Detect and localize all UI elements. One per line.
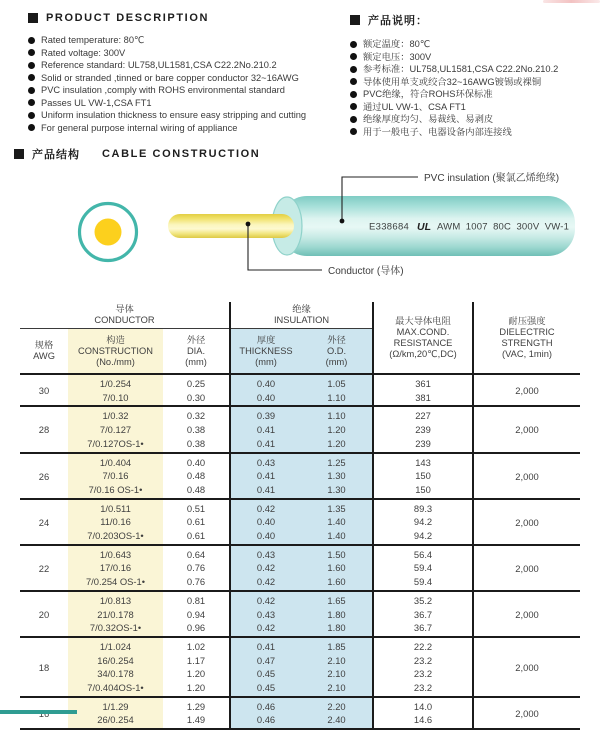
cell-line: 1.10	[327, 391, 346, 403]
cell-line: 1.40	[327, 516, 346, 528]
product-description-section-zh	[350, 12, 603, 138]
awg-cell: 22	[38, 562, 50, 574]
cell-line: 1.20	[327, 424, 346, 436]
cell-line: 0.42	[256, 594, 276, 606]
table-row	[20, 637, 580, 697]
cell-line: 94.2	[413, 516, 433, 528]
bullet-icon	[28, 87, 35, 94]
dia-column-header	[163, 329, 230, 375]
construction-column-header	[68, 329, 163, 375]
list-item-text: 额定电压：300V	[363, 51, 432, 62]
dia-cell	[163, 406, 230, 452]
cell-line: 1/0.254	[99, 378, 132, 389]
cell-line: 17/0.16	[99, 562, 132, 574]
cell-line: 1/1.024	[99, 640, 132, 652]
product-description-header-en	[28, 12, 350, 24]
list-item	[28, 109, 350, 122]
list-item	[28, 34, 350, 47]
thickness-cell	[230, 697, 301, 729]
cell-line: 1.40	[327, 530, 346, 542]
construction-cell	[68, 697, 163, 729]
thickness-cell	[230, 637, 301, 697]
awg-cell: 28	[38, 424, 50, 436]
cell-line: 89.3	[413, 502, 433, 514]
cell-line: 7/0.254 OS-1•	[85, 576, 146, 588]
cell-line: 21/0.178	[97, 608, 134, 620]
cell-line: 0.81	[186, 594, 206, 606]
construction-cell	[68, 406, 163, 452]
dia-cell	[163, 545, 230, 591]
cell-line: 0.41	[256, 470, 276, 482]
cell-line: 34/0.178	[97, 668, 134, 680]
thickness-cell	[230, 499, 301, 545]
cell-line: 0.42	[256, 622, 276, 634]
cell-line: 1.10	[327, 410, 346, 422]
cell-line: 0.46	[256, 714, 276, 726]
awg-cell: 18	[38, 661, 50, 673]
construction-header-en: CONSTRUCTION	[78, 345, 153, 356]
cell-line: 0.40	[186, 456, 206, 468]
dielectric-cell: 2,000	[473, 499, 580, 545]
cell-line: 0.25	[186, 378, 206, 389]
cell-line: 0.41	[256, 483, 276, 495]
awg-header-zh: 规格	[34, 340, 54, 350]
cell-line: 7/0.32OS-1•	[89, 622, 142, 634]
cable-print-e-number: E338684	[369, 221, 410, 233]
resistance-cell	[373, 591, 473, 637]
list-item-text: 参考标准：UL758,UL1581,CSA C22.2No.210.2	[363, 64, 559, 75]
list-item-text: Uniform insulation thickness to ensure easy stripping and cutting	[41, 110, 307, 121]
dielectric-header-zh: 耐压强度	[508, 315, 546, 326]
bullet-icon	[350, 103, 357, 110]
cell-line: 0.40	[256, 530, 276, 542]
thickness-header-zh: 厚度	[256, 334, 276, 345]
cell-line: 7/0.203OS-1•	[87, 530, 144, 542]
resistance-cell	[373, 453, 473, 499]
cell-line: 1/0.32	[102, 410, 129, 422]
cable-construction-diagram	[0, 158, 603, 303]
bullet-icon	[28, 74, 35, 81]
list-item	[350, 113, 603, 126]
cell-line: 0.41	[256, 437, 276, 449]
construction-header-zh: 构造	[106, 334, 125, 345]
cell-line: 381	[415, 391, 431, 403]
cell-line: 94.2	[413, 530, 433, 542]
cell-line: 2.20	[327, 700, 346, 712]
cell-line: 7/0.10	[102, 391, 129, 403]
thickness-cell	[230, 545, 301, 591]
cell-line: 0.40	[256, 516, 276, 528]
od-column-header	[301, 329, 373, 375]
list-item-text: For general purpose internal wiring of appliance	[41, 122, 238, 133]
resistance-cell	[373, 499, 473, 545]
cell-line: 0.42	[256, 576, 276, 588]
dia-cell	[163, 374, 230, 406]
od-cell	[301, 374, 373, 406]
dielectric-column-header	[473, 302, 580, 374]
list-item	[28, 122, 350, 135]
list-item-text: Rated temperature: 80℃	[41, 35, 145, 45]
cell-line: 7/0.404OS-1•	[87, 682, 144, 694]
dia-cell	[163, 499, 230, 545]
list-item	[28, 47, 350, 60]
od-header-en: O.D.	[326, 345, 347, 356]
dia-cell	[163, 591, 230, 637]
bullet-icon	[350, 66, 357, 73]
black-square-icon	[350, 15, 360, 25]
dielectric-cell: 2,000	[473, 697, 580, 729]
cell-line: 1.65	[327, 594, 346, 606]
conductor-callout-dot	[246, 222, 251, 227]
dielectric-cell: 2,000	[473, 637, 580, 697]
conductor-core	[95, 219, 122, 246]
list-item	[350, 126, 603, 139]
footer-bar	[0, 710, 77, 714]
list-item-text: Reference standard: UL758,UL1581,CSA C22.2No.210.2	[41, 60, 277, 71]
bullet-icon	[28, 49, 35, 56]
dielectric-header-en1: DIELECTRIC	[499, 326, 555, 337]
cell-line: 23.2	[413, 654, 433, 666]
insulation-group-en: INSULATION	[273, 315, 330, 325]
dielectric-cell: 2,000	[473, 591, 580, 637]
dielectric-cell: 2,000	[473, 545, 580, 591]
bullet-icon	[350, 78, 357, 85]
black-square-icon	[28, 13, 38, 23]
cell-line: 0.32	[186, 410, 206, 422]
cell-line: 26/0.254	[97, 714, 134, 726]
cell-line: 150	[415, 483, 431, 495]
spec-table	[20, 302, 580, 730]
cell-line: 0.43	[256, 548, 276, 560]
cell-line: 0.43	[256, 456, 276, 468]
cell-line: 0.51	[186, 502, 206, 514]
resistance-header-unit: (Ω/km,20℃,DC)	[389, 348, 457, 359]
cell-line: 0.41	[256, 424, 276, 436]
cell-line: 2.10	[327, 668, 346, 680]
dia-header-unit: (mm)	[185, 356, 207, 367]
cell-line: 1/0.511	[100, 502, 131, 514]
cell-line: 0.40	[256, 391, 276, 403]
od-header-unit: (mm)	[325, 356, 348, 367]
cross-section	[80, 204, 137, 261]
cell-line: 7/0.127OS-1•	[87, 437, 144, 449]
list-item-text: 额定温度：80℃	[363, 39, 431, 49]
dia-header-en: DIA.	[186, 345, 206, 356]
cell-line: 0.48	[186, 483, 206, 495]
resistance-cell	[373, 545, 473, 591]
spec-table-body	[20, 374, 580, 729]
pvc-insulation-label: PVC insulation (聚氯乙烯绝缘)	[424, 173, 560, 184]
cell-line: 16/0.254	[97, 654, 134, 666]
cell-line: 0.40	[256, 378, 276, 389]
dielectric-cell: 2,000	[473, 453, 580, 499]
cell-line: 14.6	[413, 714, 433, 726]
list-item	[350, 76, 603, 89]
cell-line: 0.42	[256, 502, 276, 514]
pvc-callout-dot	[340, 219, 345, 224]
resistance-header-en2: RESISTANCE	[393, 337, 453, 348]
list-item	[350, 51, 603, 64]
cell-line: 7/0.16 OS-1•	[88, 483, 143, 495]
cell-line: 56.4	[413, 548, 433, 560]
cell-line: 239	[415, 437, 431, 449]
product-description-title-en: PRODUCT DESCRIPTION	[46, 12, 210, 24]
bullet-icon	[28, 99, 35, 106]
cell-line: 1.60	[327, 562, 346, 574]
od-cell	[301, 406, 373, 452]
list-item	[350, 88, 603, 101]
product-description-list-zh	[350, 38, 603, 138]
cell-line: 0.76	[186, 576, 206, 588]
cable-side-view	[168, 196, 575, 256]
dia-header-zh: 外径	[186, 334, 206, 345]
thickness-cell	[230, 374, 301, 406]
cell-line: 1.05	[327, 378, 346, 389]
thickness-cell	[230, 591, 301, 637]
table-row	[20, 453, 580, 499]
cable-print-spec: AWM 1007 80C 300V VW-1	[437, 221, 570, 233]
list-item	[28, 97, 350, 110]
cell-line: 1.60	[327, 576, 346, 588]
awg-header-en: AWG	[33, 351, 55, 361]
od-cell	[301, 697, 373, 729]
insulation-group-header	[230, 302, 373, 329]
bullet-icon	[350, 116, 357, 123]
product-description-list-en	[28, 34, 350, 134]
cell-line: 36.7	[413, 622, 433, 634]
cell-line: 0.30	[186, 391, 206, 403]
cell-line: 0.38	[186, 424, 206, 436]
cell-line: 1.20	[186, 682, 206, 694]
product-description-title-zh: 产品说明：	[368, 15, 428, 27]
cable-construction-title-en: CABLE CONSTRUCTION	[102, 148, 261, 160]
conductor-group-en: CONDUCTOR	[94, 315, 155, 325]
bullet-icon	[350, 128, 357, 135]
bullet-icon	[28, 37, 35, 44]
cell-line: 0.94	[186, 608, 206, 620]
construction-header-unit: (No./mm)	[96, 356, 135, 367]
conductor-rod	[168, 214, 294, 238]
bullet-icon	[28, 62, 35, 69]
thickness-header-en: THICKNESS	[239, 345, 293, 356]
cell-line: 0.48	[186, 470, 206, 482]
bullet-icon	[28, 124, 35, 131]
list-item-text: Rated voltage: 300V	[41, 47, 126, 58]
od-cell	[301, 637, 373, 697]
cell-line: 1.30	[327, 470, 346, 482]
construction-cell	[68, 374, 163, 406]
cell-line: 0.96	[186, 622, 206, 634]
cell-line: 0.42	[256, 562, 276, 574]
cell-line: 0.43	[256, 608, 276, 620]
awg-cell: 26	[38, 470, 50, 482]
thickness-column-header	[230, 329, 301, 375]
cell-line: 1.20	[327, 437, 346, 449]
dielectric-cell: 2,000	[473, 374, 580, 406]
construction-cell	[68, 591, 163, 637]
cell-line: 1.49	[186, 714, 206, 726]
cell-line: 2.10	[327, 682, 346, 694]
table-row	[20, 697, 580, 729]
dielectric-cell: 2,000	[473, 406, 580, 452]
list-item	[28, 84, 350, 97]
cell-line: 59.4	[413, 562, 433, 574]
cell-line: 1.80	[327, 622, 346, 634]
cell-line: 14.0	[413, 700, 433, 712]
awg-cell: 20	[38, 608, 50, 620]
construction-cell	[68, 637, 163, 697]
conductor-group-header	[20, 302, 230, 329]
cell-line: 1/0.813	[99, 594, 132, 606]
resistance-cell	[373, 406, 473, 452]
dia-cell	[163, 637, 230, 697]
construction-cell	[68, 545, 163, 591]
cell-line: 7/0.127	[99, 424, 132, 436]
cell-line: 23.2	[413, 682, 433, 694]
list-item-text: PVC绝缘，符合ROHS环保标准	[363, 89, 493, 100]
cell-line: 23.2	[413, 668, 433, 680]
product-description-section-en	[28, 12, 350, 134]
list-item-text: Solid or stranded ,tinned or bare copper conductor 32~16AWG	[41, 72, 299, 83]
cell-line: 0.64	[186, 548, 206, 560]
conductor-group-zh: 导体	[115, 304, 134, 314]
cell-line: 143	[415, 456, 431, 468]
cell-line: 239	[415, 424, 431, 436]
list-item	[350, 38, 603, 51]
cell-line: 0.39	[256, 410, 276, 422]
cell-line: 1.30	[327, 483, 346, 495]
cell-line: 0.38	[186, 437, 206, 449]
table-row	[20, 591, 580, 637]
dia-cell	[163, 697, 230, 729]
cell-line: 36.7	[413, 608, 433, 620]
awg-column-header	[20, 329, 68, 375]
construction-cell	[68, 499, 163, 545]
cell-line: 1.85	[327, 640, 346, 652]
cell-line: 22.2	[413, 640, 433, 652]
cell-line: 1.17	[186, 654, 206, 666]
cell-line: 1.50	[327, 548, 346, 560]
cell-line: 1/1.29	[102, 700, 129, 712]
list-item-text: 导体使用单支或绞合32~16AWG镀锡或裸铜	[363, 76, 542, 87]
awg-cell: 30	[38, 385, 50, 397]
od-cell	[301, 545, 373, 591]
cell-line: 7/0.16	[102, 470, 129, 482]
cell-line: 1.35	[327, 502, 346, 514]
cell-line: 1/0.643	[99, 548, 132, 560]
cell-line: 0.61	[186, 516, 206, 528]
resistance-header-zh: 最大导体电阻	[395, 315, 451, 326]
od-header-zh: 外径	[327, 334, 346, 345]
spec-table-header	[20, 302, 580, 374]
cell-line: 0.61	[186, 530, 206, 542]
cell-line: 1/0.404	[99, 456, 132, 468]
list-item-text: PVC insulation ,comply with ROHS environmental standard	[41, 85, 285, 96]
table-row	[20, 406, 580, 452]
od-cell	[301, 453, 373, 499]
cell-line: 0.76	[186, 562, 206, 574]
cell-line: 361	[415, 378, 431, 389]
dia-cell	[163, 453, 230, 499]
list-item-text: 绝缘厚度均匀、易裁线、易剥皮	[363, 114, 494, 125]
table-row	[20, 374, 580, 406]
od-cell	[301, 591, 373, 637]
list-item	[28, 59, 350, 72]
bullet-icon	[350, 53, 357, 60]
thickness-header-unit: (mm)	[255, 356, 277, 367]
cell-line: 2.10	[327, 654, 346, 666]
bullet-icon	[28, 112, 35, 119]
list-item-text: 通过UL VW-1、CSA FT1	[363, 101, 466, 112]
cell-line: 2.40	[327, 714, 346, 726]
resistance-cell	[373, 637, 473, 697]
cell-line: 0.45	[256, 682, 276, 694]
resistance-cell	[373, 374, 473, 406]
cell-line: 35.2	[413, 594, 433, 606]
ul-mark-icon: UL	[417, 221, 431, 233]
resistance-header-en1: MAX.COND.	[396, 326, 450, 337]
table-row	[20, 499, 580, 545]
list-item	[350, 101, 603, 114]
cable-construction-title-zh: 产品结构	[32, 149, 80, 161]
cell-line: 227	[415, 410, 431, 422]
conductor-label: Conductor (导体)	[328, 266, 404, 277]
cell-line: 1.02	[186, 640, 206, 652]
cell-line: 1.80	[327, 608, 346, 620]
od-cell	[301, 499, 373, 545]
list-item-text: Passes UL VW-1,CSA FT1	[41, 97, 152, 108]
table-row	[20, 545, 580, 591]
cell-line: 59.4	[413, 576, 433, 588]
bullet-icon	[350, 41, 357, 48]
awg-cell: 24	[38, 516, 50, 528]
resistance-cell	[373, 697, 473, 729]
cell-line: 0.46	[256, 700, 276, 712]
thickness-cell	[230, 406, 301, 452]
cell-line: 0.41	[256, 640, 276, 652]
cell-line: 1.25	[327, 456, 346, 468]
cell-line: 11/0.16	[100, 516, 131, 528]
list-item-text: 用于一般电子、电器设备内部连接线	[363, 126, 512, 137]
construction-cell	[68, 453, 163, 499]
list-item	[350, 63, 603, 76]
bullet-icon	[350, 91, 357, 98]
top-edge-artifact	[543, 0, 600, 3]
list-item	[28, 72, 350, 85]
cell-line: 0.47	[256, 654, 276, 666]
cell-line: 150	[415, 470, 431, 482]
cell-line: 1.20	[186, 668, 206, 680]
thickness-cell	[230, 453, 301, 499]
dielectric-header-en2: STRENGTH	[501, 337, 553, 348]
insulation-group-zh: 绝缘	[292, 304, 311, 314]
product-description-header-zh	[350, 12, 603, 28]
cell-line: 0.45	[256, 668, 276, 680]
cell-line: 1.29	[186, 700, 206, 712]
resistance-column-header	[373, 302, 473, 374]
dielectric-header-unit: (VAC, 1min)	[502, 348, 552, 359]
